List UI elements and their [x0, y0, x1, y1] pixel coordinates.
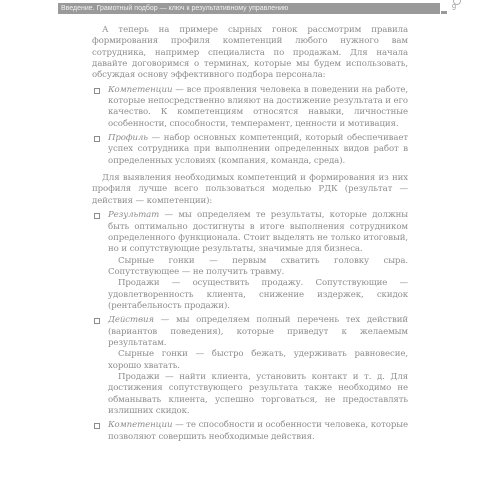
term-definition: — те способности и особенности человека, которые позволяют совершить необходимые действия.	[108, 420, 408, 442]
square-bullet-icon	[94, 423, 100, 429]
header-divider	[441, 11, 447, 14]
square-bullet-icon	[94, 213, 100, 219]
example-paragraph: Продажи — осуществить продажу. Сопутствующие — удовлетворенность клиента, снижение издержек, скидок (рентабельность продажи).	[108, 278, 408, 311]
running-title: Введение. Грамотный подбор — ключ к результативному управлению	[58, 3, 440, 14]
example-paragraph: Сырные гонки — быстро бежать, удерживать равновесие, хорошо хватать.	[108, 349, 408, 371]
list-item	[92, 210, 408, 312]
square-bullet-icon	[94, 136, 100, 142]
model-intro-paragraph: Для выявления необходимых компетенций и формирования из них профиля лучше всего пользоваться моделью РДК (результат — действия — компетенции):	[92, 173, 408, 206]
page-number: 9	[451, 3, 457, 12]
list-item	[92, 315, 408, 417]
term-definition: — набор основных компетенций, который обеспечивает успех сотрудника при выполнении определенных видов работ в определенных условиях (компания, команда, среда).	[108, 133, 408, 166]
term-definition: — мы определяем те результаты, которые должны быть оптимально достигнуты в итоге выполнения сотрудником определенного функционала. Стоит выделять не только итоговый, но и сопутствующие результаты, значимые для бизнеса.	[108, 210, 408, 255]
running-header	[0, 0, 500, 14]
square-bullet-icon	[94, 318, 100, 324]
list-item	[92, 85, 408, 130]
term-label: Компетенции	[108, 420, 173, 431]
model-list	[92, 210, 408, 443]
terms-list	[92, 85, 408, 167]
term-label: Компетенции	[108, 84, 173, 95]
example-paragraph: Сырные гонки — первым схватить головку сыра. Сопутствующее — не получить травму.	[108, 255, 408, 277]
page-body	[92, 25, 408, 446]
term-label: Результат	[108, 210, 160, 221]
intro-paragraph: А теперь на примере сырных гонок рассмотрим правила формирования профиля компетенций любого нужного вам сотрудника, например специалиста по продажам. Для начала давайте договоримся о терминах, которые мы будем использовать, обсуждая основу эффективного подбора персонала:	[92, 25, 408, 81]
list-item	[92, 133, 408, 167]
term-label: Действия	[108, 315, 154, 326]
term-label: Профиль	[108, 133, 148, 144]
example-paragraph: Продажи — найти клиента, установить контакт и т. д. Для достижения сопутствующего результата также необходимо не обманывать клиента, успешно торговаться, не предоставлять излишних скидок.	[108, 371, 408, 416]
list-item	[92, 420, 408, 443]
term-definition: — все проявления человека в поведении на работе, которые непосредственно влияют на достижение результата и его качество. К компетенциям относятся навыки, личностные особенности, способности, темперамент, ценности и мотивация.	[108, 84, 408, 129]
square-bullet-icon	[94, 88, 100, 94]
term-definition: — мы определяем полный перечень тех действий (вариантов поведения), которые приведут к желаемым результатам.	[108, 315, 408, 348]
